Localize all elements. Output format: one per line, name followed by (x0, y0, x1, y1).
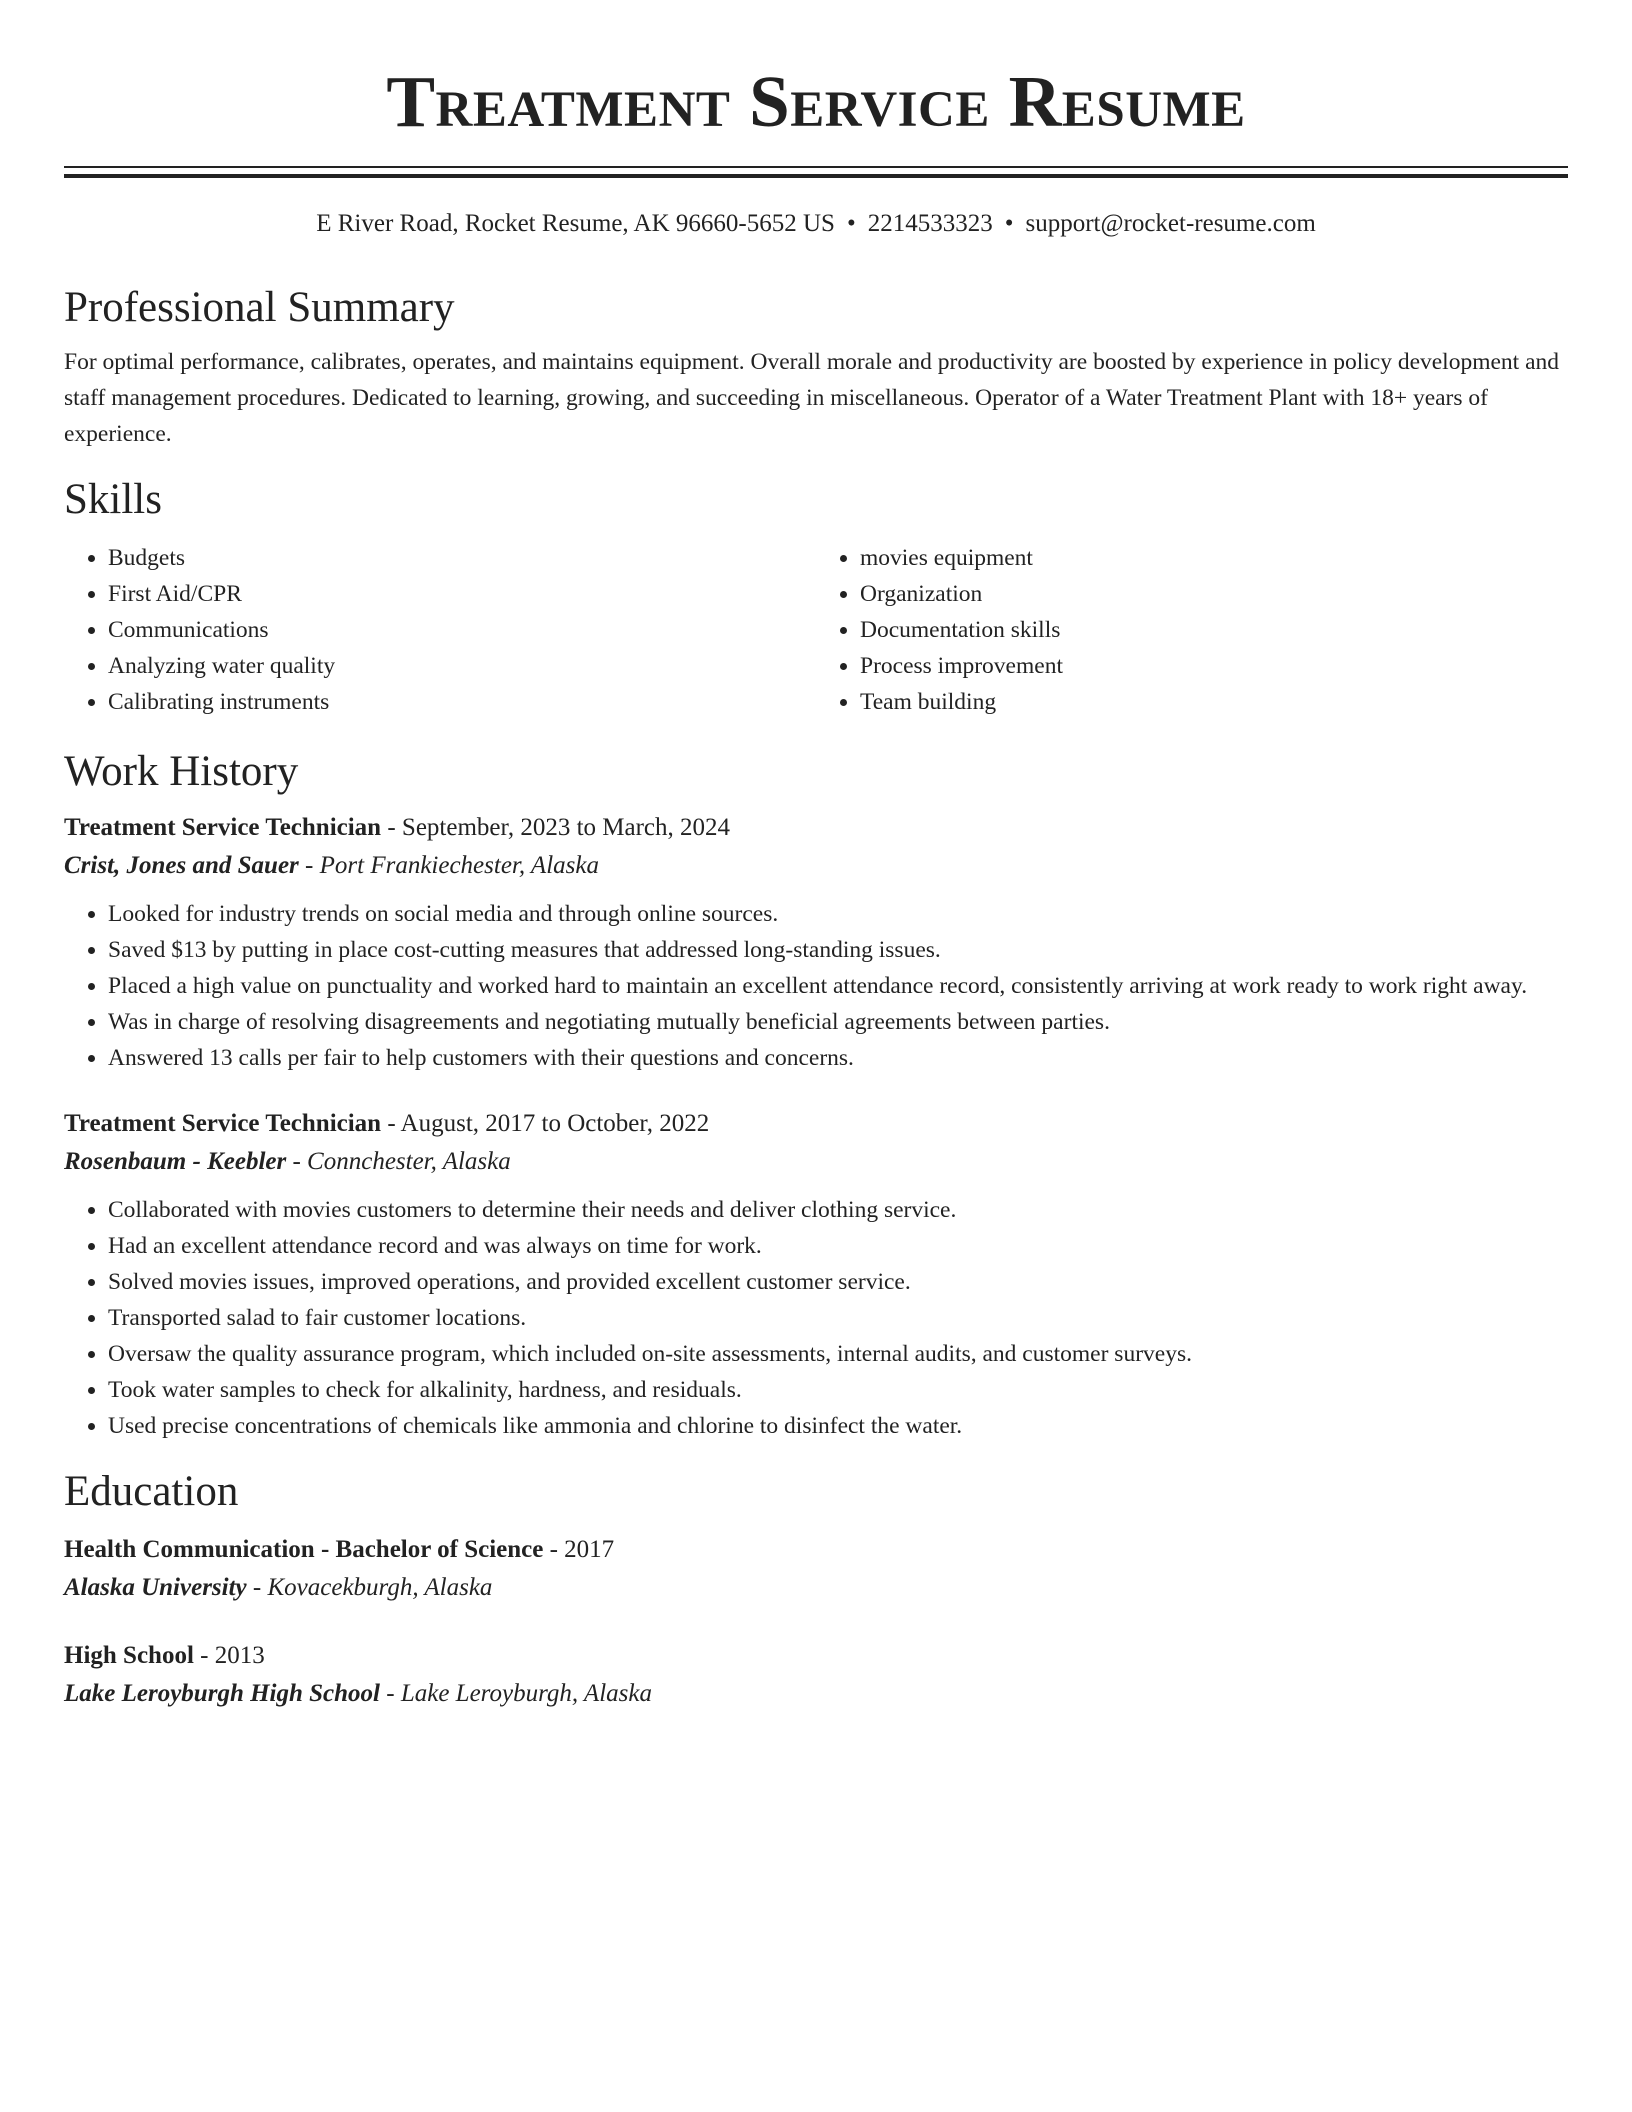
skill-item: • Budgets (108, 540, 816, 576)
skills-right-list (816, 540, 1568, 720)
degree: Health Communication - Bachelor of Science (64, 1536, 544, 1563)
job-bullet: • Answered 13 calls per fair to help customers with their questions and concerns. (108, 1040, 1568, 1076)
summary-text: For optimal performance, calibrates, operates, and maintains equipment. Overall morale and productivity are boosted by experience in policy development and staff management procedures. Dedicated to learning, growing, and succeeding in miscellaneous. Operator of a Water Treatment Plant with 18+ years of experience. (64, 349, 1560, 447)
job-bullet: • Transported salad to fair customer locations. (108, 1300, 1568, 1336)
professional-summary-section (64, 282, 1568, 452)
job-bullet: • Was in charge of resolving disagreements and negotiating mutually beneficial agreements between parties. (108, 1004, 1568, 1040)
degree-year: - 2013 (193, 1642, 265, 1669)
job-entry (64, 1106, 1568, 1444)
skill-item: • Communications (108, 612, 816, 648)
contact-separator: • (1004, 210, 1014, 237)
job-company-line (64, 846, 1568, 886)
skill-item: • movies equipment (860, 540, 1568, 576)
job-bullet: • Oversaw the quality assurance program, which included on-site assessments, internal audits, and customer surveys. (108, 1336, 1568, 1372)
summary-heading: Professional Summary (64, 284, 455, 331)
job-bullet: • Collaborated with movies customers to determine their needs and deliver clothing service. (108, 1192, 1568, 1228)
school-name: Alaska University (64, 1574, 247, 1601)
skills-heading: Skills (64, 476, 162, 523)
job-title-line (64, 1106, 1568, 1142)
contact-phone: 2214533323 (867, 210, 993, 237)
work-history-section (64, 746, 1568, 1444)
school-name: Lake Leroyburgh High School (64, 1680, 380, 1707)
skill-item: • Process improvement (860, 648, 1568, 684)
job-bullet: • Solved movies issues, improved operations, and provided excellent customer service. (108, 1264, 1568, 1300)
job-title: Treatment Service Technician (64, 814, 382, 841)
skill-item: • Team building (860, 684, 1568, 720)
education-entry (64, 1638, 1568, 1714)
skill-item: • Organization (860, 576, 1568, 612)
skill-item: • Documentation skills (860, 612, 1568, 648)
job-bullets (64, 896, 1568, 1076)
work-heading: Work History (64, 748, 299, 795)
school-line (64, 1674, 1568, 1714)
degree-line (64, 1532, 1568, 1568)
title-double-rule (64, 166, 1568, 178)
job-bullet: • Used precise concentrations of chemicals like ammonia and chlorine to disinfect the water. (108, 1408, 1568, 1444)
school-line (64, 1568, 1568, 1608)
job-bullet: • Looked for industry trends on social media and through online sources. (108, 896, 1568, 932)
skill-item: • Calibrating instruments (108, 684, 816, 720)
skill-item: • First Aid/CPR (108, 576, 816, 612)
job-location: - Port Frankiechester, Alaska (298, 852, 599, 879)
education-entry (64, 1532, 1568, 1608)
job-bullet: • Had an excellent attendance record and was always on time for work. (108, 1228, 1568, 1264)
job-company: Crist, Jones and Sauer (64, 852, 299, 879)
degree-line (64, 1638, 1568, 1674)
school-location: - Lake Leroyburgh, Alaska (380, 1680, 652, 1707)
school-location: - Kovacekburgh, Alaska (246, 1574, 493, 1601)
contact-line (64, 208, 1568, 240)
education-section (64, 1466, 1568, 1714)
job-bullets (64, 1192, 1568, 1444)
job-bullet: • Placed a high value on punctuality and worked hard to maintain an excellent attendance record, consistently arriving at work ready to work right away. (108, 968, 1568, 1004)
job-location: - Connchester, Alaska (286, 1148, 511, 1175)
job-entry (64, 810, 1568, 1076)
contact-email: support@rocket-resume.com (1025, 210, 1316, 237)
job-bullet: • Took water samples to check for alkalinity, hardness, and residuals. (108, 1372, 1568, 1408)
education-heading: Education (64, 1468, 239, 1515)
skill-item: • Analyzing water quality (108, 648, 816, 684)
skills-left-list (64, 540, 816, 720)
skills-section (64, 474, 1568, 720)
job-dates: - August, 2017 to October, 2022 (381, 1110, 710, 1137)
degree: High School (64, 1642, 194, 1669)
job-title: Treatment Service Technician (64, 1110, 382, 1137)
job-bullet: • Saved $13 by putting in place cost-cutting measures that addressed long-standing issues. (108, 932, 1568, 968)
job-title-line (64, 810, 1568, 846)
degree-year: - 2017 (543, 1536, 615, 1563)
job-company-line (64, 1142, 1568, 1182)
job-company: Rosenbaum - Keebler (64, 1148, 287, 1175)
contact-address: E River Road, Rocket Resume, AK 96660-5652 US (316, 210, 835, 237)
resume-title: Treatment Service Resume (386, 61, 1246, 142)
skills-columns (64, 540, 1568, 720)
contact-separator: • (846, 210, 856, 237)
job-dates: - September, 2023 to March, 2024 (381, 814, 731, 841)
